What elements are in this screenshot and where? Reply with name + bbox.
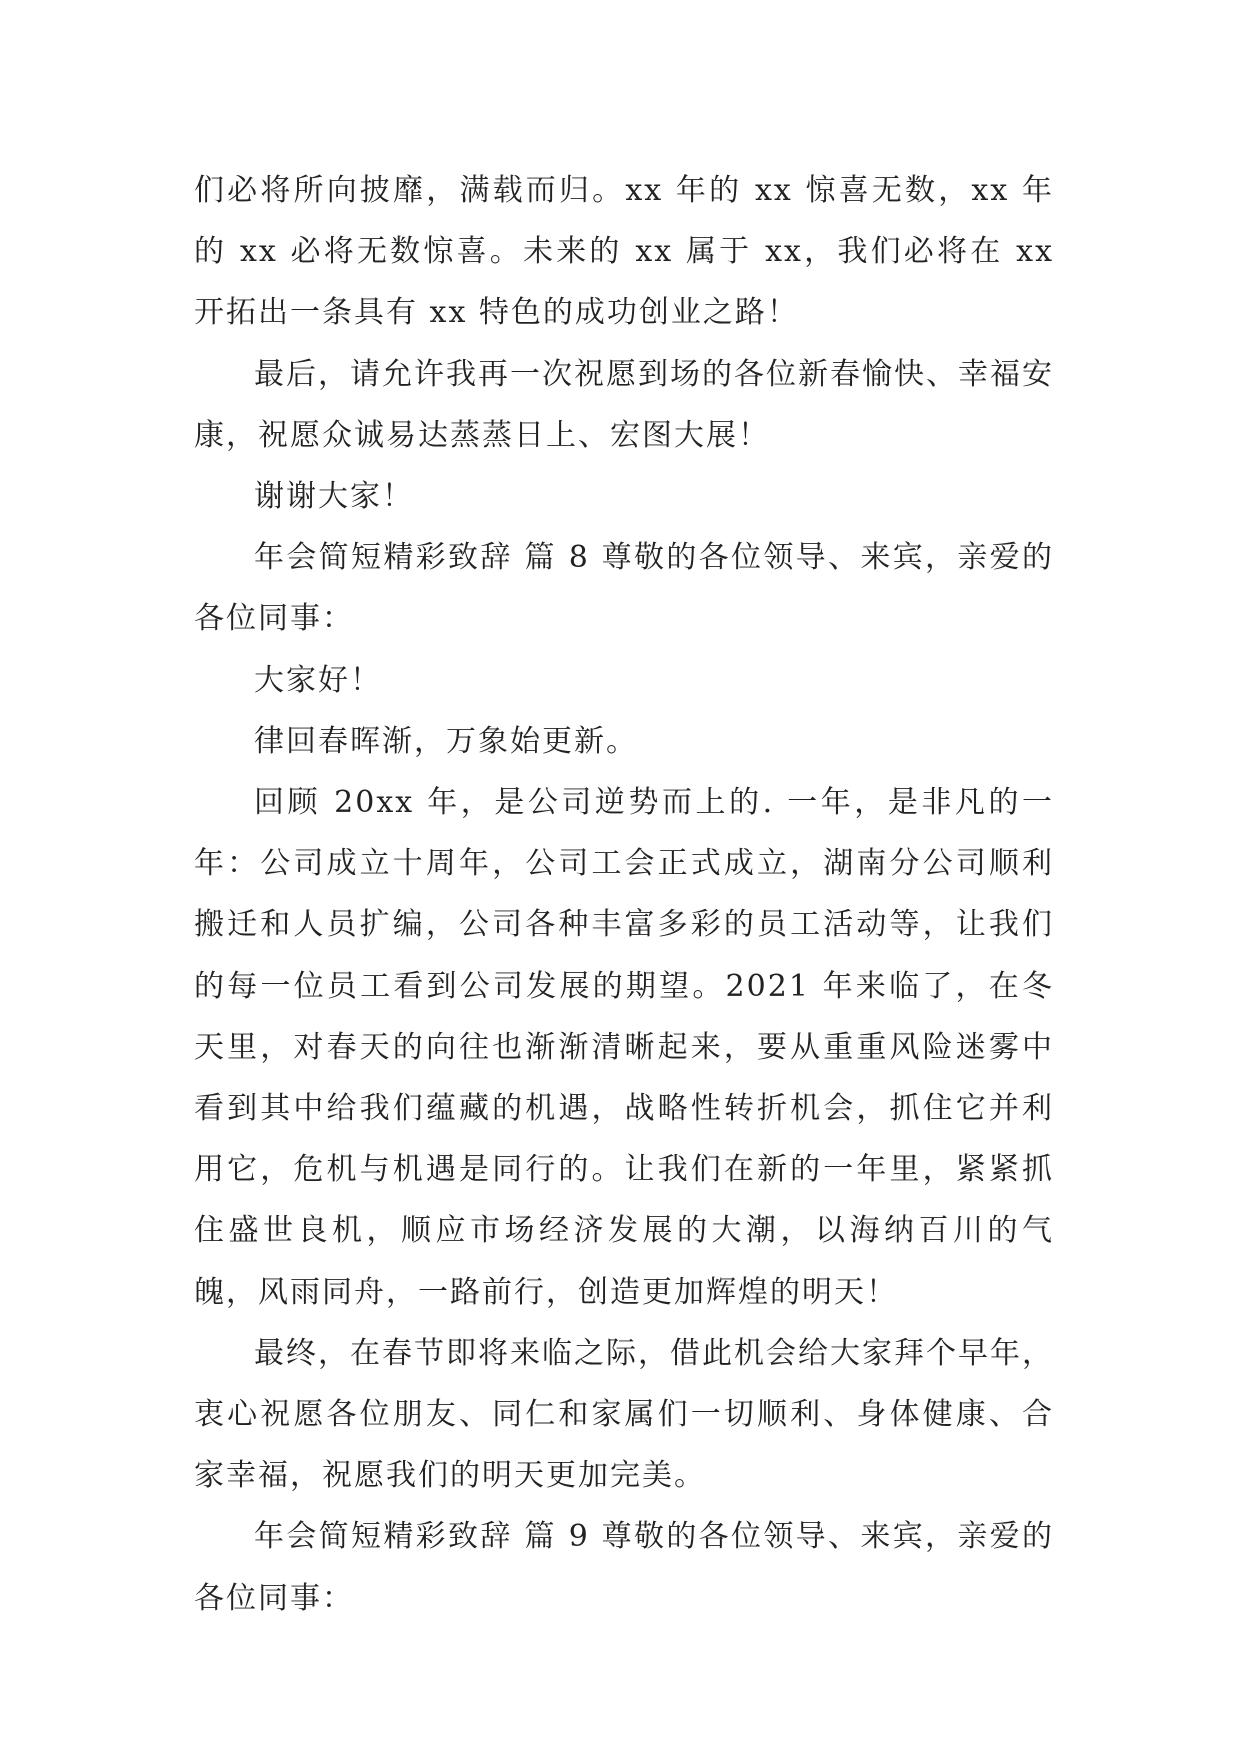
paragraph-9: 年会简短精彩致辞 篇 9 尊敬的各位领导、来宾，亲爱的各位同事： — [194, 1519, 1054, 1616]
paragraph-8: 最终，在春节即将来临之际，借此机会给大家拜个早年，衷心祝愿各位朋友、同仁和家属们一切顺利、身体健康、合家幸福，祝愿我们的明天更加完美。 — [194, 1335, 1054, 1494]
paragraph-4: 年会简短精彩致辞 篇 8 尊敬的各位领导、来宾，亲爱的各位同事： — [194, 540, 1054, 637]
paragraph-5: 大家好！ — [254, 662, 382, 698]
paragraph-6: 律回春晖渐，万象始更新。 — [254, 723, 638, 759]
document-body — [194, 160, 1054, 1629]
paragraph-3: 谢谢大家！ — [254, 479, 414, 515]
paragraph-2: 最后，请允许我再一次祝愿到场的各位新春愉快、幸福安康，祝愿众诚易达蒸蒸日上、宏图大展！ — [194, 356, 1054, 453]
paragraph-7: 回顾 20xx 年，是公司逆势而上的. 一年，是非凡的一年：公司成立十周年，公司工会正式成立，湖南分公司顺利搬迁和人员扩编，公司各种丰富多彩的员工活动等，让我们的每一位员工看到公司发展的期望。2021 年来临了，在冬天里，对春天的向往也渐渐清晰起来，要从重重风险迷雾中看到其中给我们蕴藏的机遇，战略性转折机会，抓住它并利用它，危机与机遇是同行的。让我们在新的一年里，紧紧抓住盛世良机，顺应市场经济发展的大潮，以海纳百川的气魄，风雨同舟，一路前行，创造更加辉煌的明天！ — [194, 785, 1054, 1310]
paragraph-1: 们必将所向披靡，满载而归。xx 年的 xx 惊喜无数，xx 年的 xx 必将无数惊喜。未来的 xx 属于 xx，我们必将在 xx 开拓出一条具有 xx 特色的成功创业之路！ — [194, 173, 1054, 331]
